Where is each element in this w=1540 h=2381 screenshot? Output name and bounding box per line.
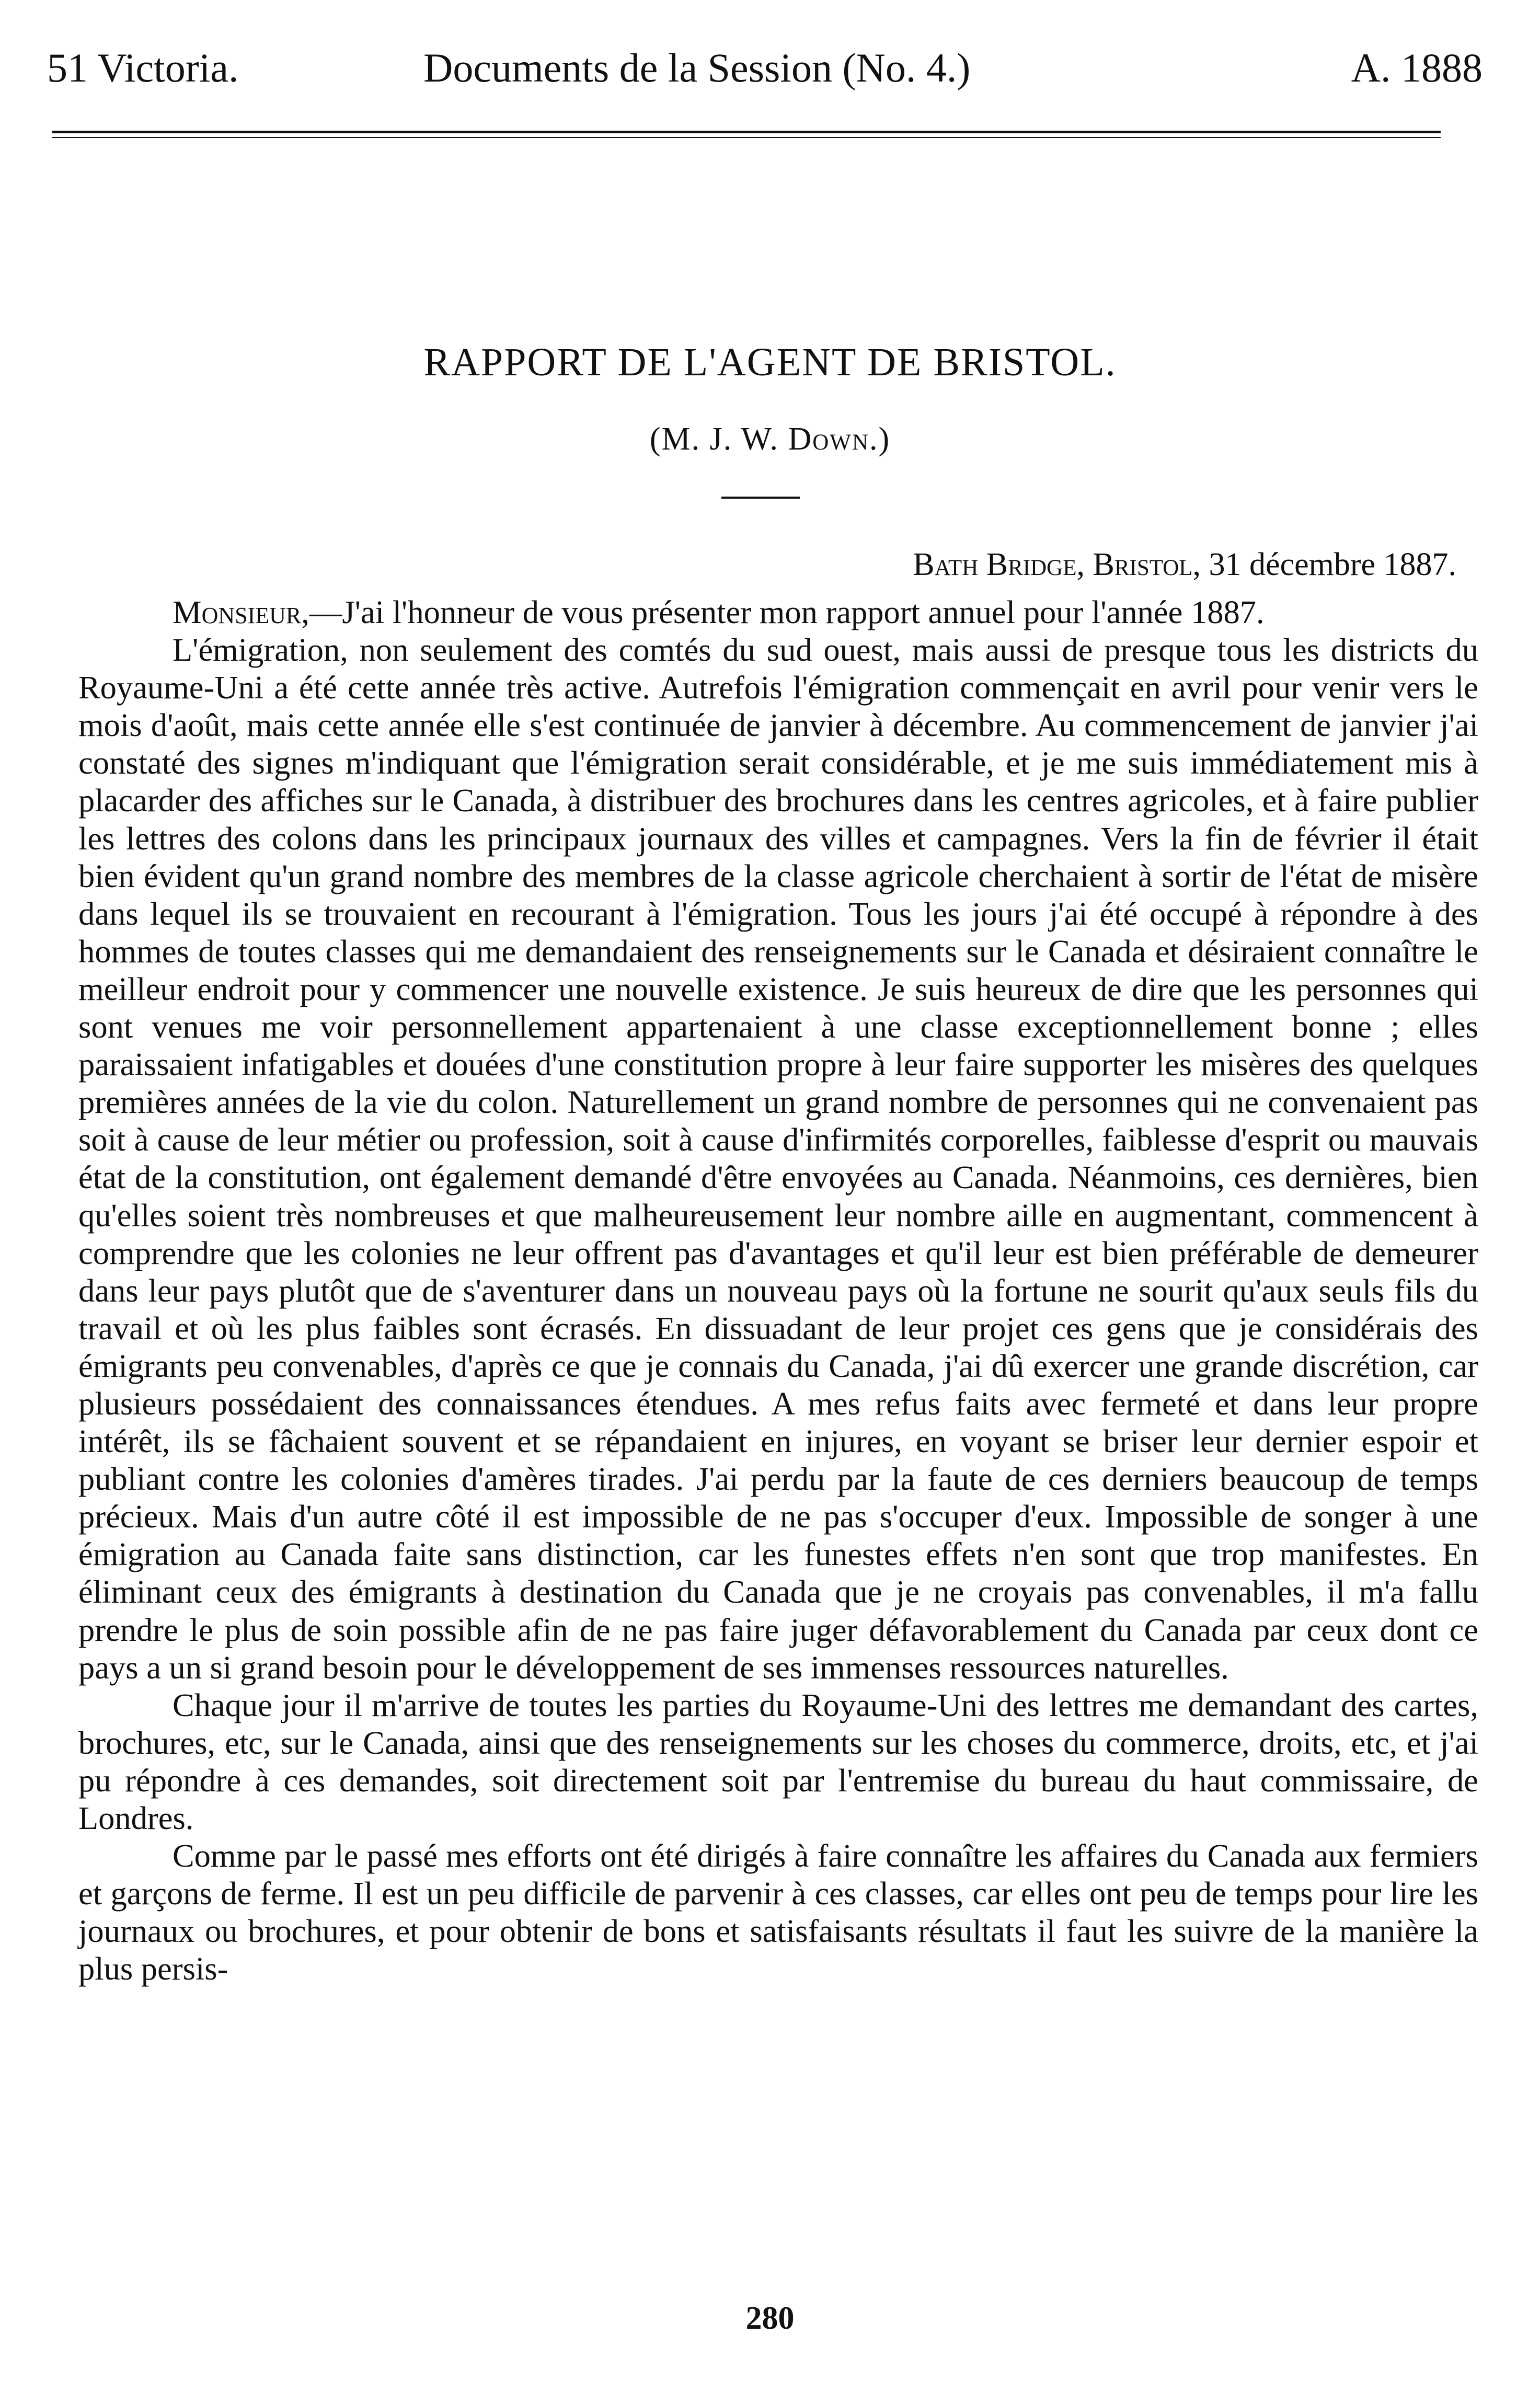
agent-name-line	[0, 421, 1540, 458]
opening-paragraph	[78, 593, 1478, 631]
header-rule	[52, 131, 1441, 133]
agent-suffix: .)	[869, 421, 891, 457]
page-number: 280	[745, 2301, 795, 2336]
report-title: RAPPORT DE L'AGENT DE BRISTOL.	[423, 340, 1117, 384]
paragraph-2: L'émigration, non seulement des comtés du sud ouest, mais aussi de presque tous les districts du Royaume-Uni a été cette année très active. Autrefois l'émigration commençait en avril pour venir vers le mois d'août, mais cette année elle s'est continuée de janvier à décembre. Au commencement de janvier j'ai constaté des signes m'indiquant que l'émigration serait considérable, et je me suis immédiatement mis à placarder des affiches sur le Canada, à distribuer des brochures dans les centres agricoles, et à faire publier les lettres des colons dans les principaux journaux des villes et campagnes. Vers la fin de février il était bien évident qu'un grand nombre des membres de la classe agricole cherchaient à sortir de l'état de misère dans lequel ils se trouvaient en recourant à l'émigration. Tous les jours j'ai été occupé à répondre à des hommes de toutes classes qui me demandaient des renseignements sur le Canada et désiraient connaître le meilleur endroit pour y commencer une nouvelle existence. Je suis heureux de dire que les personnes qui sont venues me voir personnellement appartenaient à une classe exceptionnellement bonne ; elles paraissaient infatigables et douées d'une constitution propre à leur faire supporter les misères des quelques premières années de la vie du colon. Naturellement un grand nombre de personnes qui ne convenaient pas soit à cause de leur métier ou profession, soit à cause d'infirmités corporelles, faiblesse d'esprit ou mauvais état de la constitution, ont également demandé d'être envoyées au Canada. Néanmoins, ces dernières, bien qu'elles soient très nombreuses et que malheureusement leur nombre aille en augmentant, commencent à comprendre que les colonies ne leur offrent pas d'avantages et qu'il leur est bien préférable de demeurer dans leur pays plutôt que de s'aventurer dans un nouveau pays où la fortune ne sourit qu'aux seuls fils du travail et où les plus faibles sont écrasés. En dissuadant de leur projet ces gens que je considérais des émigrants peu convenables, d'après ce que je connais du Canada, j'ai dû exercer une grande discrétion, car plusieurs possédaient des connaissances étendues. A mes refus faits avec fermeté et dans leur propre intérêt, ils se fâchaient souvent et se répandaient en injures, en voyant se briser leur dernier espoir et publiant contre les colonies d'amères tirades. J'ai perdu par la faute de ces derniers beaucoup de temps précieux. Mais d'un autre côté il est impossible de ne pas s'occuper d'eux. Impossible de songer à une émigration au Canada faite sans distinction, car les funestes effets n'en sont que trop manifestes. En éliminant ceux des émigrants à destination du Canada que je ne croyais pas convenables, il m'a fallu prendre le plus de soin possible afin de ne pas faire juger défavorablement du Canada par ceux dont ce pays a un si grand besoin pour le développement de ses immenses ressources naturelles.	[78, 631, 1478, 1686]
paragraph-3: Chaque jour il m'arrive de toutes les parties du Royaume-Uni des lettres me demandant des cartes, brochures, etc, sur le Canada, ainsi que des renseignements sur les choses du commerce, droits, etc, et j'ai pu répondre à ces demandes, soit directement soit par l'entremise du bureau du haut commissaire, de Londres.	[78, 1686, 1478, 1836]
header-session: 51 Victoria.	[47, 45, 239, 90]
agent-prefix: (M. J. W.	[649, 421, 788, 457]
title-divider	[721, 497, 800, 499]
paragraph-1: —J'ai l'honneur de vous présenter mon rapport annuel pour l'année 1887.	[309, 594, 1265, 630]
header-year: A. 1888	[1351, 45, 1482, 90]
paragraph-4: Comme par le passé mes efforts ont été dirigés à faire connaître les affaires du Canada aux fermiers et garçons de ferme. Il est un peu difficile de parvenir à ces classes, car elles ont peu de temps pour lire les journaux ou brochures, et pour obtenir de bons et satisfaisants résultats il faut les suivre de la manière la plus persis-	[78, 1837, 1478, 1987]
dateline-date: , 31 décembre 1887.	[1192, 547, 1456, 582]
dateline	[913, 546, 1456, 583]
agent-name: Down	[788, 421, 869, 457]
header-documents: Documents de la Session (No. 4.)	[423, 45, 971, 90]
report-body	[78, 593, 1478, 1987]
salutation: Monsieur,	[173, 594, 309, 630]
header-rule-thin	[52, 137, 1441, 138]
running-header	[47, 37, 1493, 99]
dateline-place: Bath Bridge, Bristol	[913, 547, 1193, 582]
